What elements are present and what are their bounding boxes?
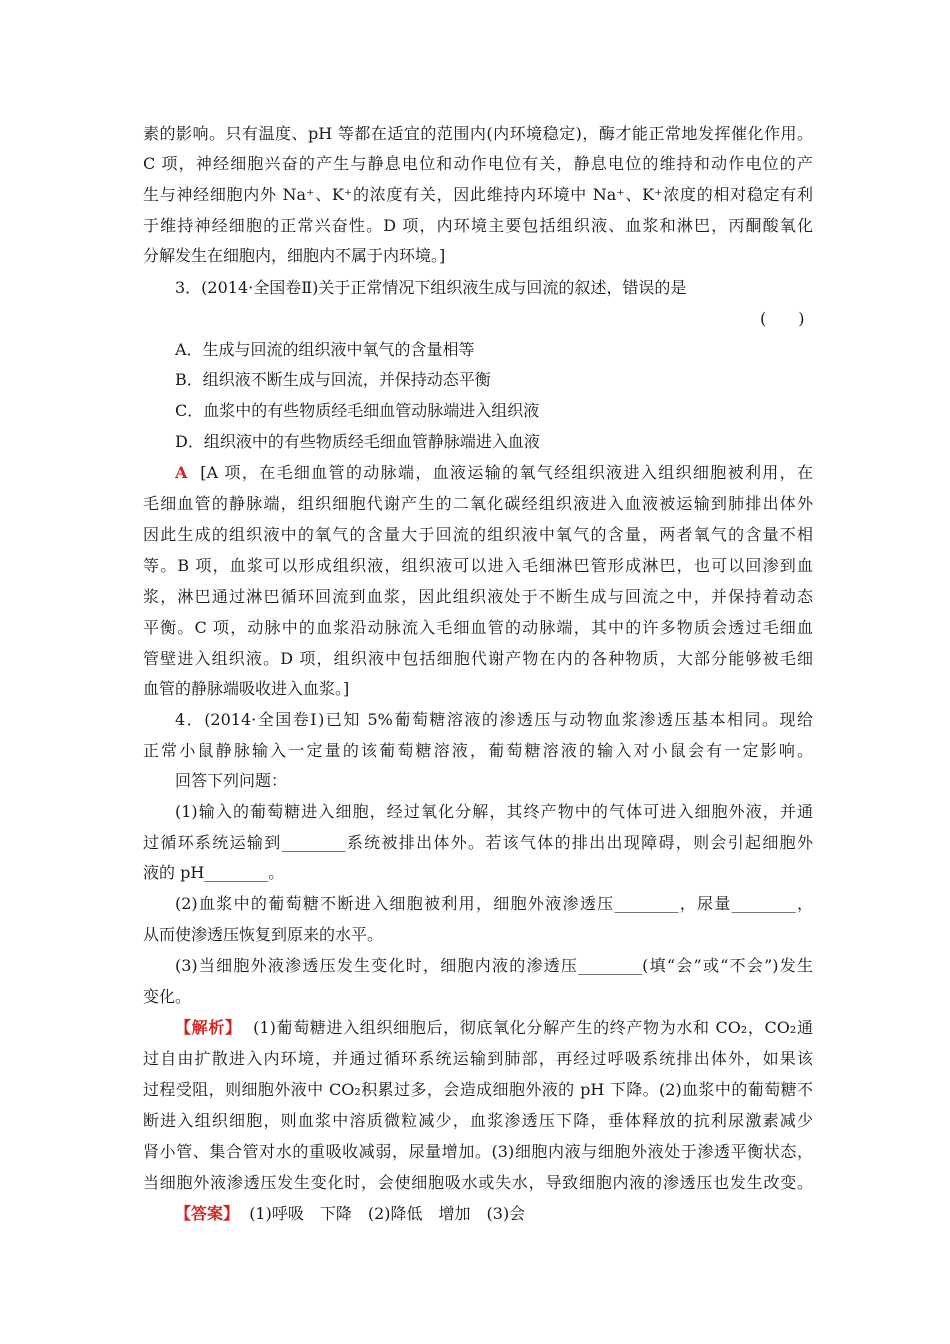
text-line: 于维持神经细胞的正常兴奋性。D 项，内环境主要包括组织液、血浆和淋巴，丙酮酸氧化 [143, 216, 813, 235]
text-line: 分解发生在细胞内，细胞内不属于内环境。] [143, 246, 446, 265]
text-line: 断进入组织细胞，则血浆中溶质微粒减少，血浆渗透压下降，垂体释放的抗利尿激素减少 [143, 1111, 813, 1130]
answer-line: 【答案】 (1)呼吸 下降 (2)降低 增加 (3)会 [175, 1204, 526, 1223]
text-line: C 项，神经细胞兴奋的产生与静息电位和动作电位有关，静息电位的维持和动作电位的产 [143, 154, 813, 173]
text-line: 过循环系统运输到________系统被排出体外。若该气体的排出出现障碍，则会引起细胞外 [143, 833, 813, 852]
text-line: 毛细血管的静脉端，组织细胞代谢产生的二氧化碳经组织液进入血液被运输到肺排出体外 [143, 494, 813, 513]
answer-tag: 【答案】 [175, 1204, 240, 1223]
text-line: 平衡。C 项，动脉中的血浆沿动脉流入毛细血管的动脉端，其中的许多物质会透过毛细血 [143, 618, 813, 637]
text-line: 等。B 项，血浆可以形成组织液，组织液可以进入毛细淋巴管形成淋巴，也可以回渗到血 [143, 556, 813, 575]
text-line: 肾小管、集合管对水的重吸收减弱，尿量增加。(3)细胞内液与细胞外液处于渗透平衡状态， [143, 1142, 813, 1161]
text-line: 血管的静脉端吸收进入血浆。] [143, 679, 350, 698]
answer-bracket: ( ) [760, 309, 805, 328]
text-line: 生与神经细胞内外 Na⁺、K⁺的浓度有关，因此维持内环境中 Na⁺、K⁺浓度的相对稳定有利 [143, 185, 813, 204]
text-line: 素的影响。只有温度、pH 等都在适宜的范围内(内环境稳定)，酶才能正常地发挥催化作用。 [143, 124, 813, 143]
text-line: 因此生成的组织液中的氧气的含量大于回流的组织液中氧气的含量，两者氧气的含量不相 [143, 525, 813, 544]
sub-question-1: (1)输入的葡萄糖进入细胞，经过氧化分解，其终产物中的气体可进入细胞外液，并通 [175, 802, 813, 821]
analysis-first: 【解析】 (1)葡萄糖进入组织细胞后，彻底氧化分解产生的终产物为水和 CO₂，CO₂通 [175, 1018, 813, 1037]
question-3-explanation-first: A [A 项，在毛细血管的动脉端，血液运输的氧气经组织液进入组织细胞被利用，在 [175, 463, 814, 482]
text-line: 过自由扩散进入内环境，并通过循环系统运输到肺部，再经过呼吸系统排出体外，如果该 [143, 1049, 813, 1068]
text-line: 过程受阻，则细胞外液中 CO₂积累过多，会造成细胞外液的 pH 下降。(2)血浆中的葡萄糖不 [143, 1080, 813, 1099]
sub-question-2: (2)血浆中的葡萄糖不断进入细胞被利用，细胞外液渗透压________，尿量________， [175, 894, 813, 913]
question-4-stem: 4．(2014·全国卷Ⅰ)已知 5%葡萄糖溶液的渗透压与动物血浆渗透压基本相同。现给 [175, 710, 813, 729]
option-a: A．生成与回流的组织液中氧气的含量相等 [175, 340, 475, 359]
text-line: 管壁进入组织液。D 项，组织液中包括细胞代谢产物在内的各种物质，大部分能够被毛细 [143, 649, 813, 668]
text-line: 变化。 [143, 987, 192, 1006]
text-line: 从而使渗透压恢复到原来的水平。 [143, 925, 384, 944]
option-c: C．血浆中的有些物质经毛细血管动脉端进入组织液 [175, 401, 540, 420]
option-b: B．组织液不断生成与回流，并保持动态平衡 [175, 370, 491, 389]
question-3-stem: 3．(2014·全国卷Ⅱ)关于正常情况下组织液生成与回流的叙述，错误的是 [175, 278, 687, 297]
text-line: 当细胞外液渗透压发生变化时，会使细胞吸水或失水，导致细胞内液的渗透压也发生改变。 [143, 1173, 813, 1192]
text-line: 正常小鼠静脉输入一定量的该葡萄糖溶液，葡萄糖溶液的输入对小鼠会有一定影响。 [143, 741, 813, 760]
question-4-prompt: 回答下列问题： [175, 771, 288, 790]
answer-letter: A [175, 463, 188, 482]
text-line: 浆，淋巴通过淋巴循环回流到血浆，因此组织液处于不断生成与回流之中，并保持着动态 [143, 587, 813, 606]
text-line: 液的 pH________。 [143, 863, 285, 882]
sub-question-3: (3)当细胞外液渗透压发生变化时，细胞内液的渗透压________(填“会”或“不会”)发生 [175, 956, 813, 975]
analysis-tag: 【解析】 [175, 1018, 242, 1037]
option-d: D．组织液中的有些物质经毛细血管静脉端进入血液 [175, 432, 540, 451]
